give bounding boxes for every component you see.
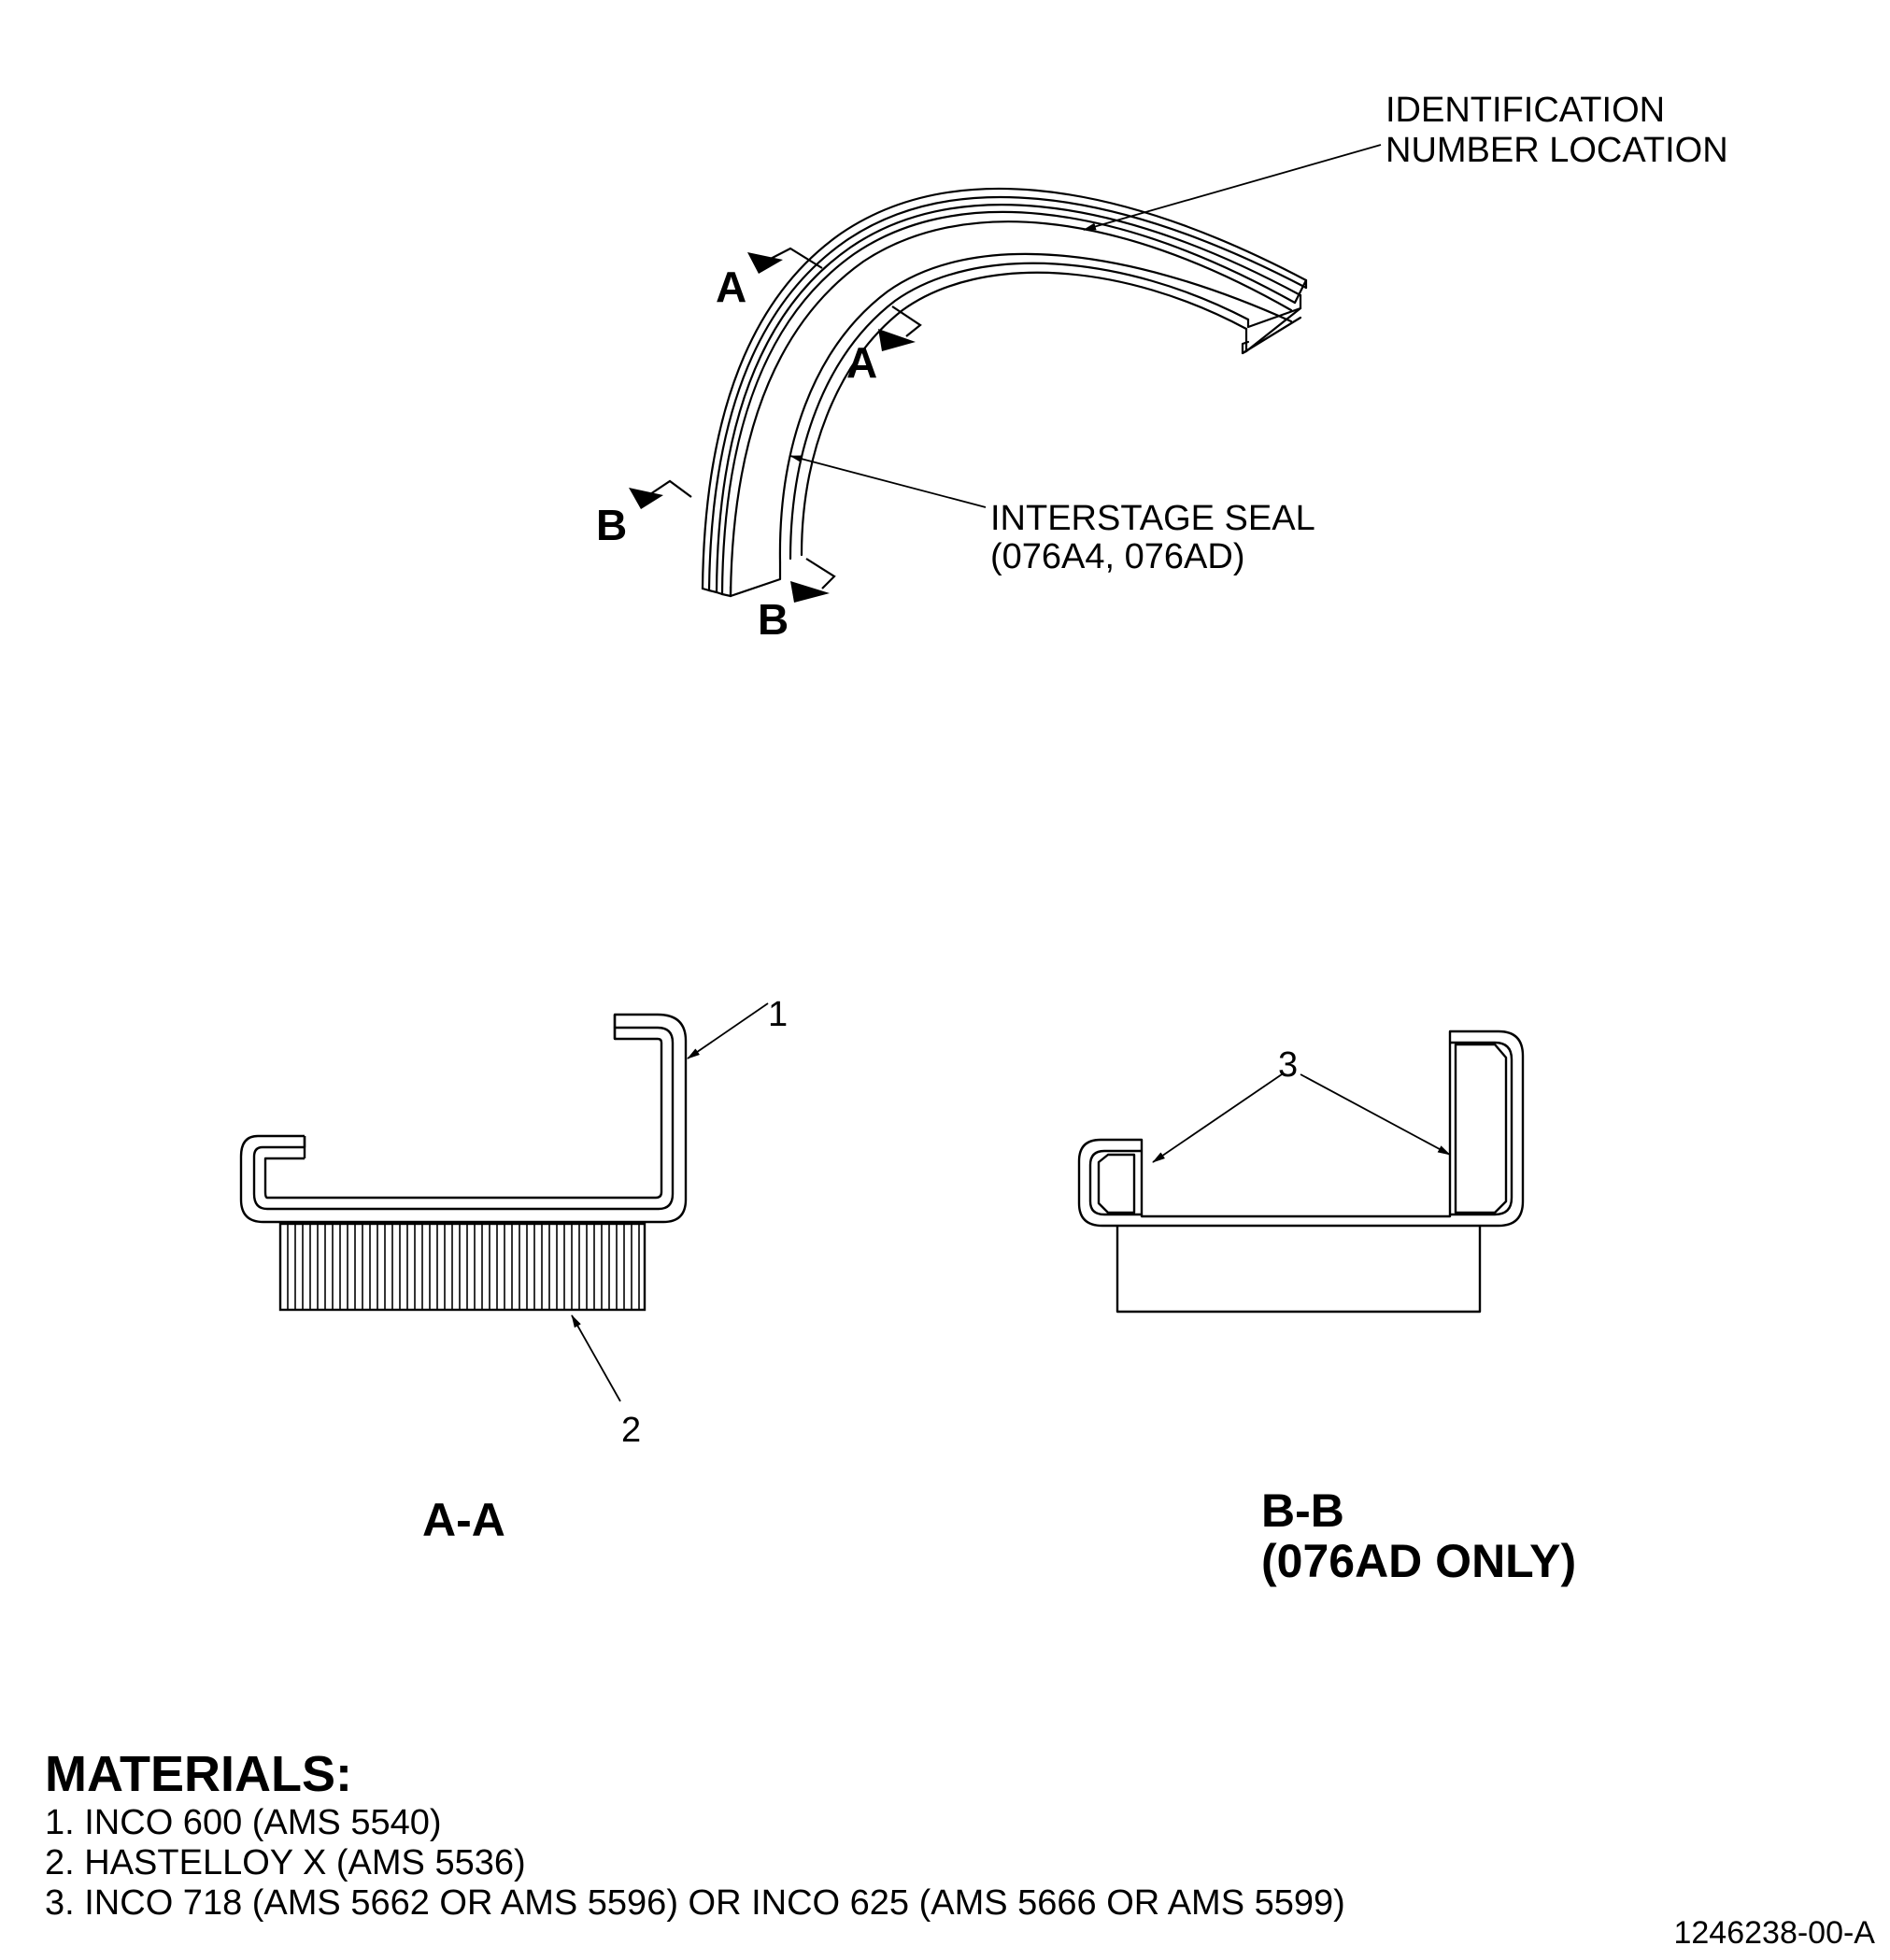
material-item-1: 1. INCO 600 (AMS 5540) <box>45 1803 442 1842</box>
identification-callout-line1: IDENTIFICATION <box>1386 91 1666 130</box>
item-1-leader <box>688 1003 768 1058</box>
interstage-seal-leader <box>790 456 986 507</box>
item-3-leader-left <box>1153 1074 1282 1162</box>
identification-leader <box>1084 145 1381 230</box>
interstage-seal-callout-line1: INTERSTAGE SEAL <box>990 499 1315 538</box>
section-marker-a-upper: A <box>716 263 747 311</box>
section-marker-b-upper: B <box>596 501 628 549</box>
section-marker-b-lower: B <box>758 595 789 644</box>
materials-list <box>45 1745 1345 1924</box>
section-bb-view <box>1079 1031 1523 1312</box>
material-item-2: 2. HASTELLOY X (AMS 5536) <box>45 1843 526 1882</box>
material-item-3: 3. INCO 718 (AMS 5662 OR AMS 5596) OR INCO 625 (AMS 5666 OR AMS 5599) <box>45 1883 1345 1923</box>
section-marker-a-lower: A <box>846 338 878 387</box>
item-3-leader-right <box>1300 1074 1450 1155</box>
section-bb-title-line1: B-B <box>1261 1484 1344 1537</box>
honeycomb-layer <box>280 1224 645 1310</box>
item-2-number: 2 <box>621 1411 642 1450</box>
materials-title: MATERIALS: <box>45 1746 352 1802</box>
section-aa-view <box>241 1015 686 1222</box>
section-aa-title: A-A <box>422 1494 505 1546</box>
item-3-number: 3 <box>1278 1045 1299 1085</box>
drawing-number: 1246238-00-A <box>1673 1915 1875 1951</box>
section-bb-title-line2: (076AD ONLY) <box>1261 1535 1577 1587</box>
item-2-leader <box>572 1315 620 1401</box>
item-1-number: 1 <box>768 995 789 1034</box>
section-cut-b-lower <box>790 559 834 603</box>
section-cut-b-upper <box>629 481 691 509</box>
identification-callout-line2: NUMBER LOCATION <box>1386 131 1728 170</box>
interstage-seal-callout-line2: (076A4, 076AD) <box>990 537 1245 576</box>
